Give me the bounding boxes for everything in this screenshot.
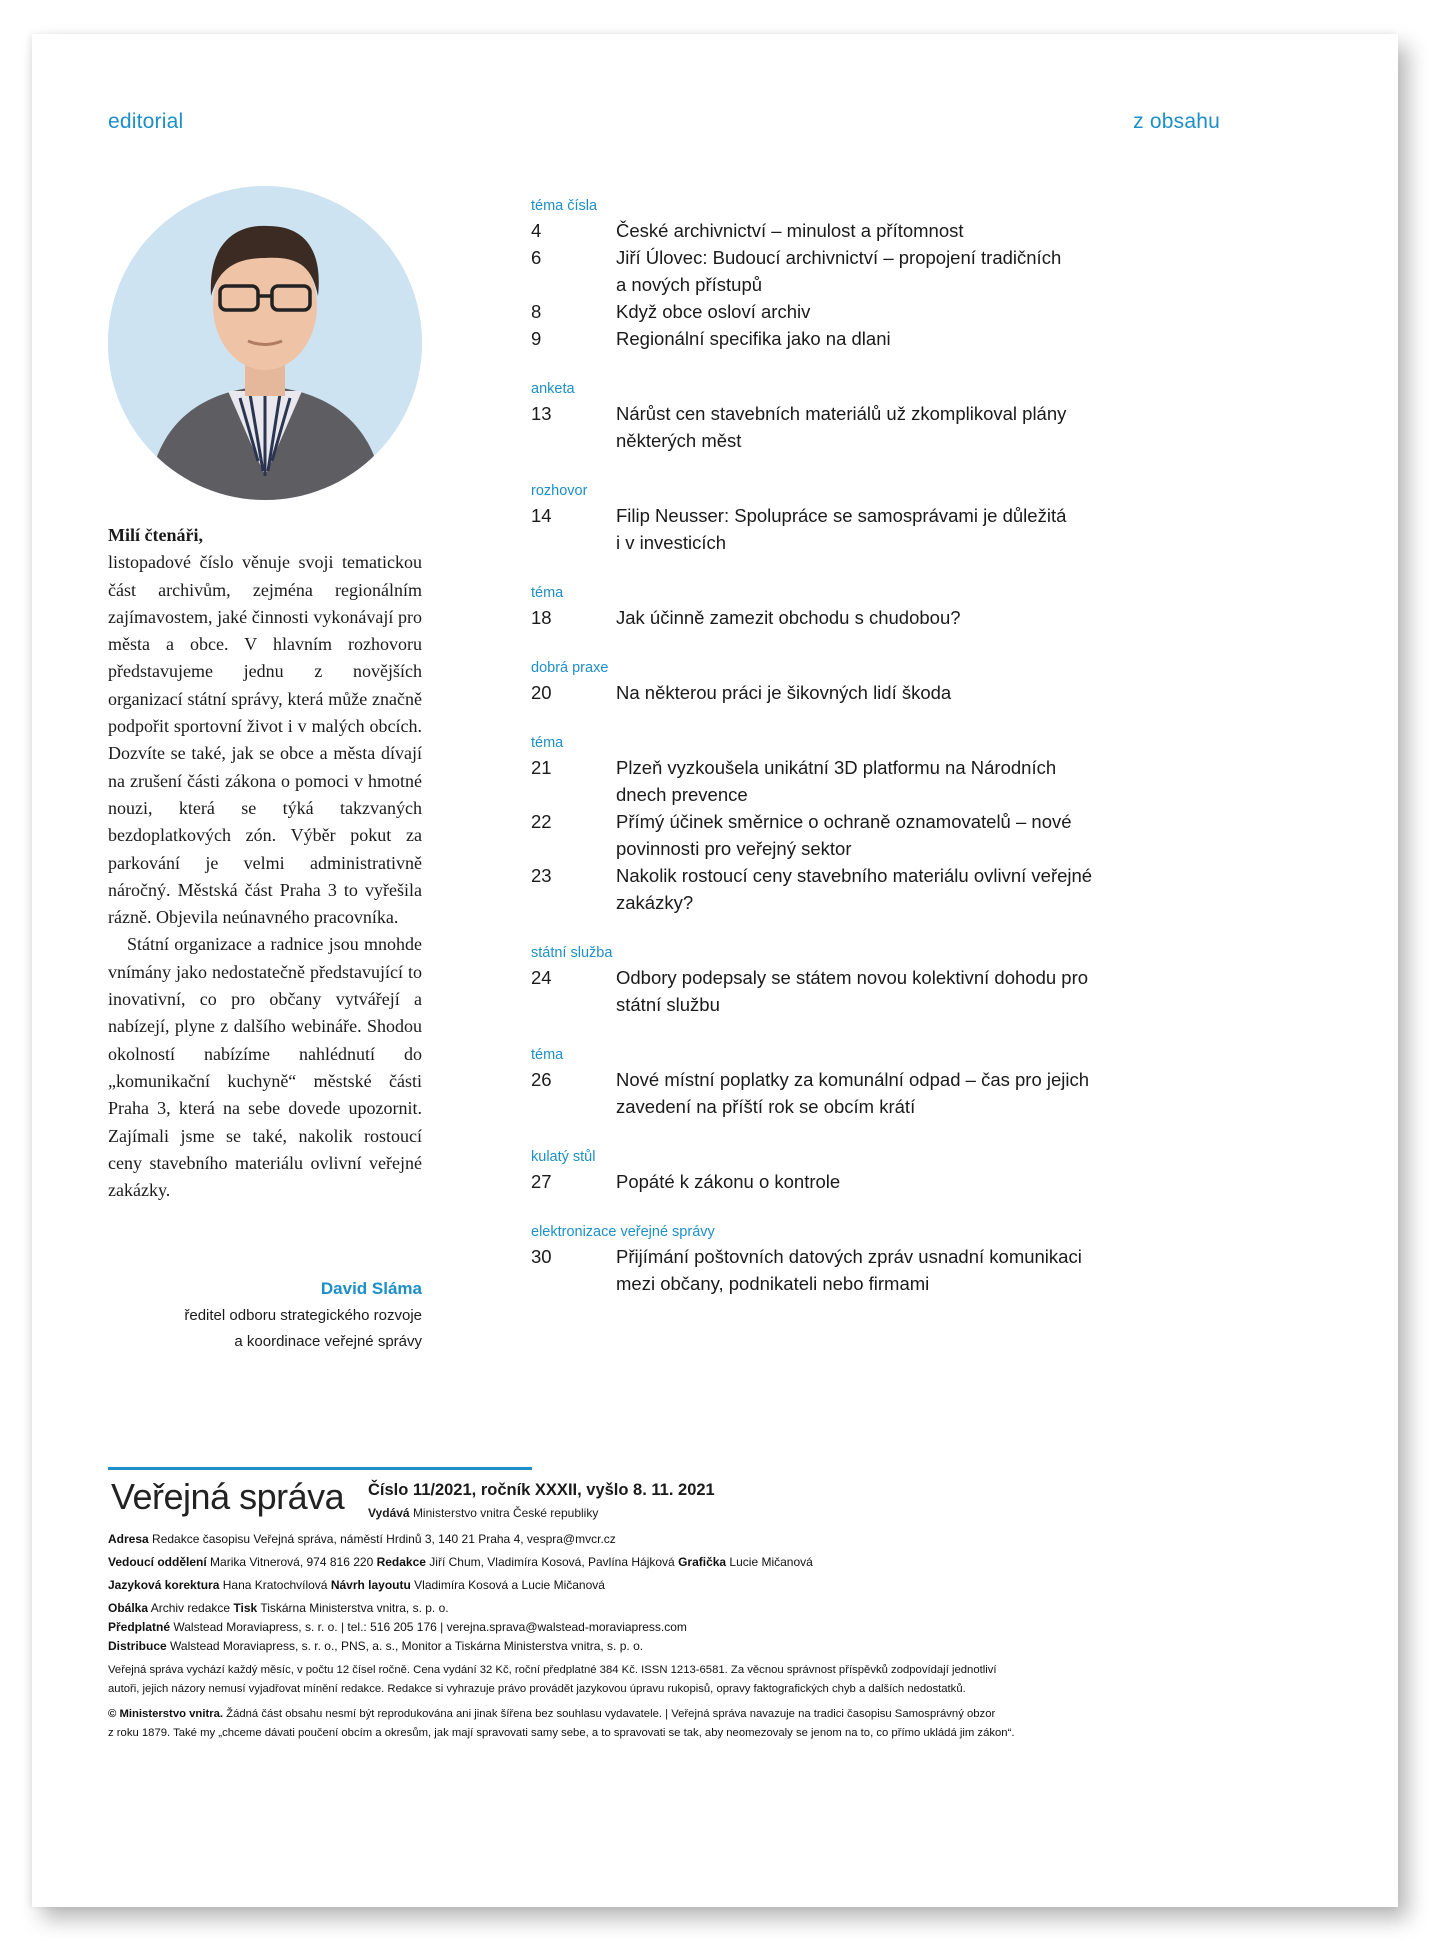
- toc-section-label: téma čísla: [531, 198, 598, 214]
- toc-title-line: a nových přístupů: [616, 274, 763, 295]
- toc-section-label: téma: [531, 1047, 564, 1063]
- toc-entry[interactable]: [531, 679, 1201, 706]
- toc-entry-title: [616, 1066, 1201, 1120]
- toc-title-line: Nakolik rostoucí ceny stavebního materiálu ovlivní veřejné: [616, 865, 1093, 886]
- toc-entry[interactable]: [531, 808, 1201, 862]
- toc-title-line: Regionální specifika jako na dlani: [616, 328, 891, 349]
- imprint-fine-print: [108, 1708, 995, 1720]
- publisher-line: [368, 1506, 715, 1520]
- imprint-credit-label: Grafička: [678, 1555, 727, 1569]
- toc-page-number: 18: [531, 607, 552, 628]
- toc-entry[interactable]: [531, 502, 1201, 556]
- toc-title-line: zavedení na příští rok se obcím krátí: [616, 1096, 916, 1117]
- imprint-credit-value: Tiskárna Ministerstva vnitra, s. p. o.: [257, 1601, 449, 1615]
- imprint-credit-line: [108, 1578, 605, 1592]
- section-header-editorial: editorial: [108, 110, 184, 133]
- toc-entry[interactable]: [531, 244, 1201, 298]
- imprint-credit-value: Redakce časopisu Veřejná správa, náměstí Hrdinů 3, 140 21 Praha 4, vespra@mvcr.cz: [148, 1532, 616, 1546]
- imprint-credit-label: Jazyková korektura: [108, 1578, 220, 1592]
- toc-entry-title: [616, 964, 1201, 1018]
- toc-page-number: 23: [531, 865, 552, 886]
- toc-section: [531, 1044, 1201, 1120]
- imprint-credit-label: Adresa: [108, 1532, 149, 1546]
- toc-entry-title: [616, 298, 1201, 325]
- section-header-contents: z obsahu: [1133, 110, 1220, 133]
- toc-page-number: 22: [531, 811, 552, 832]
- magazine-brand-logo: Veřejná správa: [111, 1476, 345, 1517]
- toc-entry-title: [616, 1243, 1201, 1297]
- toc-entry-title: [616, 808, 1201, 862]
- publisher-label: Vydává: [368, 1506, 410, 1520]
- toc-title-line: i v investicích: [616, 532, 727, 553]
- toc-entry-title: [616, 754, 1201, 808]
- imprint-credit-line: [108, 1532, 616, 1546]
- editorial-text: [108, 522, 422, 1204]
- toc-section: [531, 195, 1201, 352]
- imprint-credit-label: Redakce: [376, 1555, 426, 1569]
- toc-page-number: 21: [531, 757, 552, 778]
- toc-section-label: státní služba: [531, 945, 613, 961]
- toc-entry[interactable]: [531, 1066, 1201, 1120]
- toc-entry-title: [616, 244, 1201, 298]
- imprint-credit-line: [108, 1601, 449, 1615]
- toc-entry[interactable]: [531, 400, 1201, 454]
- imprint-credit-label: Distribuce: [108, 1639, 167, 1653]
- portrait-icon: [108, 186, 422, 500]
- imprint-fine-print: autoři, jejich názory nemusí vyjadřovat mínění redakce. Redakce si vyhrazuje právo provádět jazykovou úpravu rukopisů, opravy faktografických chyb a dalších nedostatků.: [108, 1683, 966, 1695]
- toc-section: [531, 1146, 1201, 1195]
- imprint-credit-label: Vedoucí oddělení: [108, 1555, 207, 1569]
- toc-section: [531, 657, 1201, 706]
- toc-section-label: anketa: [531, 381, 575, 397]
- toc-title-line: Přijímání poštovních datových zpráv usnadní komunikaci: [616, 1246, 1082, 1267]
- toc-title-line: Jak účinně zamezit obchodu s chudobou?: [616, 607, 961, 628]
- toc-entry[interactable]: [531, 298, 1201, 325]
- imprint-credit-line: [108, 1620, 687, 1634]
- imprint-credit-label: Předplatné: [108, 1620, 171, 1634]
- toc-title-line: Jiří Úlovec: Budoucí archivnictví – propojení tradičních: [616, 247, 1062, 268]
- table-of-contents: [531, 195, 1201, 1297]
- editorial-paragraph: listopadové číslo věnuje svoji tematickou část archivům, zejména regionálním zajímavostem, jaké činnosti vykonávají pro města a obce. V hlavním rozhovoru představujeme jednu z novějších organizací státní správy, která může značně podpořit sportovní život i v malých obcích. Dozvíte se také, jak se obce a města dívají na zrušení části zákona o pomoci v hmotné nouzi, která se týká takzvaných bezdoplatkových zón. Výběr pokut za parkování je velmi administrativně náročný. Městská část Praha 3 to vyřešila rázně. Objevila neúnavného pracovníka.: [108, 552, 422, 928]
- toc-section: [531, 732, 1201, 916]
- toc-title-line: Nové místní poplatky za komunální odpad – čas pro jejich: [616, 1069, 1090, 1090]
- imprint-credit-label: Návrh layoutu: [330, 1578, 411, 1592]
- toc-title-line: Odbory podepsaly se státem novou kolektivní dohodu pro: [616, 967, 1089, 988]
- toc-page-number: 8: [531, 301, 542, 322]
- copyright-label: © Ministerstvo vnitra.: [108, 1708, 224, 1720]
- toc-section-label: téma: [531, 735, 564, 751]
- toc-entry[interactable]: [531, 862, 1201, 916]
- toc-page-number: 20: [531, 682, 552, 703]
- imprint-credit-value: Vladimíra Kosová a Lucie Mičanová: [410, 1578, 605, 1592]
- imprint-credit-value: Walstead Moraviapress, s. r. o., PNS, a. s., Monitor a Tiskárna Ministerstva vnitra, s. p. o.: [166, 1639, 644, 1653]
- imprint-credit-line: [108, 1555, 813, 1569]
- toc-entry-title: [616, 862, 1201, 916]
- toc-title-line: České archivnictví – minulost a přítomnost: [616, 220, 964, 241]
- toc-entry-title: [616, 1168, 1201, 1195]
- toc-title-line: Plzeň vyzkoušela unikátní 3D platformu na Národních: [616, 757, 1057, 778]
- toc-entry-title: [616, 679, 1201, 706]
- toc-page-number: 6: [531, 247, 542, 268]
- imprint-credit-line: [108, 1639, 643, 1653]
- toc-entry[interactable]: [531, 754, 1201, 808]
- issue-info: [368, 1481, 715, 1520]
- imprint-credit-value: Hana Kratochvílová: [219, 1578, 331, 1592]
- toc-section: [531, 582, 1201, 631]
- toc-entry-title: [616, 400, 1201, 454]
- toc-page-number: 30: [531, 1246, 552, 1267]
- signature-role: ředitel odboru strategického rozvoje: [184, 1307, 422, 1324]
- toc-title-line: mezi občany, podnikateli nebo firmami: [616, 1273, 930, 1294]
- editorial-paragraph: Státní organizace a radnice jsou mnohde vnímány jako nedostatečně představující to inovativní, co pro občany vytvářejí a nabízejí, plyne z dalšího webináře. Shodou okolností nabízíme nahlédnutí do „komunikační kuchyně“ městské části Praha 3, která na sebe dovede upozornit. Zajímali jsme se také, nakolik rostoucí ceny stavebního materiálu ovlivní veřejné zakázky.: [108, 934, 422, 1201]
- editor-portrait-photo: [108, 186, 422, 500]
- toc-page-number: 24: [531, 967, 552, 988]
- toc-section: [531, 942, 1201, 1018]
- toc-section: [531, 378, 1201, 454]
- toc-title-line: Když obce osloví archiv: [616, 301, 811, 322]
- toc-section-label: dobrá praxe: [531, 660, 609, 676]
- imprint-credit-label: Tisk: [233, 1601, 258, 1615]
- toc-entry[interactable]: [531, 964, 1201, 1018]
- imprint-credit-value: Lucie Mičanová: [726, 1555, 813, 1569]
- toc-page-number: 9: [531, 328, 542, 349]
- toc-entry-title: [616, 217, 1201, 244]
- toc-entry-title: [616, 604, 1201, 631]
- toc-entry[interactable]: [531, 325, 1201, 352]
- toc-section-label: téma: [531, 585, 564, 601]
- toc-page-number: 27: [531, 1171, 552, 1192]
- imprint-fine-print: Veřejná správa vychází každý měsíc, v počtu 12 čísel ročně. Cena vydání 32 Kč, roční předplatné 384 Kč. ISSN 1213-6581. Za věcnou správnost příspěvků zodpovídají jednotliví: [108, 1664, 997, 1676]
- toc-section: [531, 1221, 1201, 1297]
- toc-title-line: Nárůst cen stavebních materiálů už zkomplikoval plány: [616, 403, 1067, 424]
- imprint-credit-label: Obálka: [108, 1601, 149, 1615]
- toc-page-number: 4: [531, 220, 542, 241]
- imprint-fine-print: z roku 1879. Také my „chceme dávati poučení obcím a okresům, jak mají spravovati samy sebe, a to spravovati se tak, aby neomezovaly se jenom na to, co přímo ukládá jim zákon“.: [108, 1727, 1015, 1739]
- toc-title-line: Přímý účinek směrnice o ochraně oznamovatelů – nové: [616, 811, 1072, 832]
- imprint-divider: [108, 1467, 532, 1470]
- toc-section: [531, 480, 1201, 556]
- publisher-name: Ministerstvo vnitra České republiky: [412, 1506, 599, 1520]
- toc-title-line: zakázky?: [616, 892, 694, 913]
- toc-page-number: 14: [531, 505, 552, 526]
- imprint-credit-value: Marika Vitnerová, 974 816 220: [206, 1555, 377, 1569]
- toc-page-number: 26: [531, 1069, 552, 1090]
- editorial-greeting: Milí čtenáři,: [108, 525, 203, 545]
- toc-entry-title: [616, 502, 1201, 556]
- toc-title-line: státní službu: [616, 994, 720, 1015]
- copyright-text: Žádná část obsahu nesmí být reprodukována ani jinak šířena bez souhlasu vydavatele. | Veřejná správa navazuje na tradici časopisu Samosprávný obzor: [223, 1708, 996, 1720]
- toc-title-line: Popáté k zákonu o kontrole: [616, 1171, 841, 1192]
- toc-entry[interactable]: [531, 1168, 1201, 1195]
- imprint-credit-value: Walstead Moraviapress, s. r. o. | tel.: 516 205 176 | verejna.sprava@walstead-moraviapress.com: [170, 1620, 687, 1634]
- toc-section-label: rozhovor: [531, 483, 588, 499]
- toc-entry-title: [616, 325, 1201, 352]
- toc-title-line: Filip Neusser: Spolupráce se samosprávami je důležitá: [616, 505, 1067, 526]
- toc-entry[interactable]: [531, 1243, 1201, 1297]
- toc-entry[interactable]: [531, 217, 1201, 244]
- toc-title-line: povinnosti pro veřejný sektor: [616, 838, 852, 859]
- toc-title-line: některých měst: [616, 430, 742, 451]
- toc-title-line: dnech prevence: [616, 784, 748, 805]
- toc-title-line: Na některou práci je šikovných lidí škoda: [616, 682, 952, 703]
- toc-entry[interactable]: [531, 604, 1201, 631]
- imprint-credit-value: Archiv redakce: [148, 1601, 234, 1615]
- issue-number: Číslo 11/2021, ročník XXXII, vyšlo 8. 11. 2021: [368, 1481, 715, 1499]
- toc-section-label: kulatý stůl: [531, 1149, 596, 1165]
- toc-section-label: elektronizace veřejné správy: [531, 1224, 715, 1240]
- signature-name: David Sláma: [320, 1279, 422, 1298]
- toc-page-number: 13: [531, 403, 552, 424]
- imprint-credit-value: Jiří Chum, Vladimíra Kosová, Pavlína Hájková: [425, 1555, 679, 1569]
- signature-role: a koordinace veřejné správy: [234, 1333, 422, 1350]
